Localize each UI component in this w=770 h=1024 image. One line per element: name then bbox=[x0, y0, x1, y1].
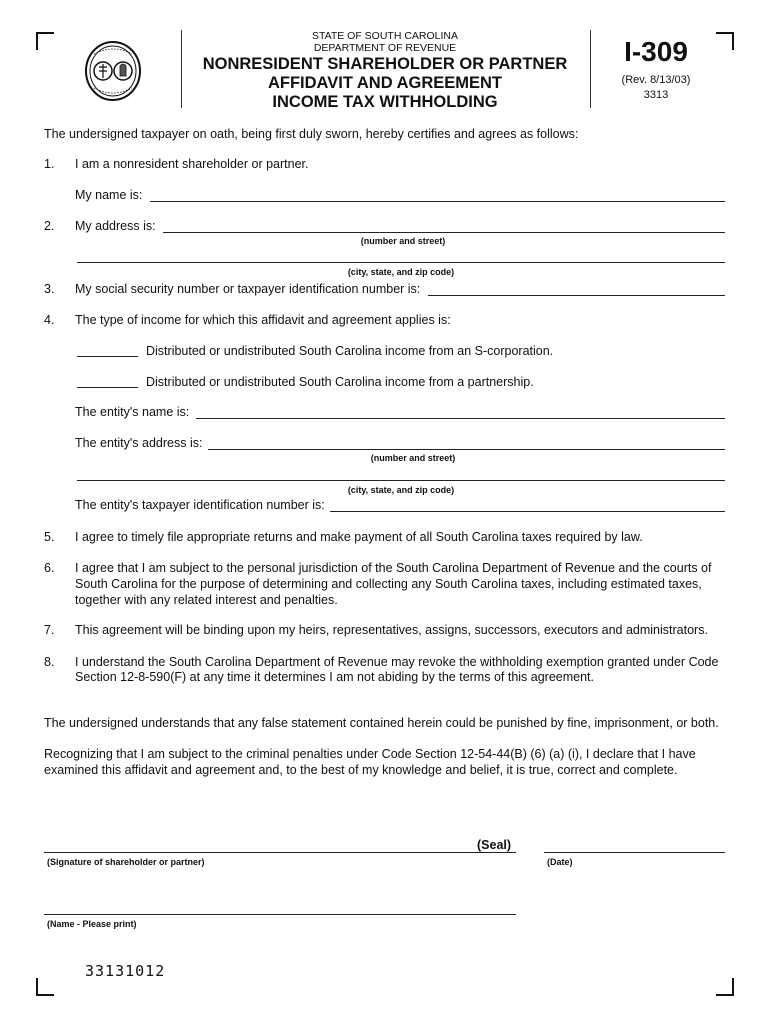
intro-text: The undersigned taxpayer on oath, being first duly sworn, hereby certifies and agrees as follows: bbox=[44, 127, 579, 141]
false-statement-text: The undersigned understands that any false statement contained herein could be punished by fine, imprisonment, or both. bbox=[44, 716, 719, 730]
item-number-8: 8. bbox=[44, 655, 55, 669]
form-title-line2: AFFIDAVIT AND AGREEMENT bbox=[267, 74, 503, 92]
item6-line2: South Carolina for the purpose of determining and collecting any South Carolina taxes, including estimated taxes, bbox=[75, 577, 702, 591]
form-id-code: 33131012 bbox=[85, 962, 166, 980]
item-number-2: 2. bbox=[44, 219, 55, 233]
address-street-caption: (number and street) bbox=[360, 236, 446, 246]
printed-name-caption: (Name - Please print) bbox=[47, 919, 137, 929]
s-corp-checkbox-line[interactable] bbox=[77, 356, 138, 357]
date-caption: (Date) bbox=[547, 857, 573, 867]
ssn-field[interactable] bbox=[428, 295, 725, 296]
form-code: 3313 bbox=[643, 89, 669, 101]
state-seal-icon bbox=[84, 40, 142, 102]
entity-tin-field[interactable] bbox=[330, 511, 725, 512]
address-city-field[interactable] bbox=[77, 262, 725, 263]
header-divider-right bbox=[590, 30, 591, 108]
item4-text: The type of income for which this affidavit and agreement applies is: bbox=[75, 313, 451, 327]
entity-tin-label: The entity's taxpayer identification number is: bbox=[75, 498, 325, 512]
name-label: My name is: bbox=[75, 188, 143, 202]
address-city-caption: (city, state, and zip code) bbox=[347, 267, 455, 277]
header-state: STATE OF SOUTH CAROLINA bbox=[311, 30, 459, 42]
item1-text: I am a nonresident shareholder or partner. bbox=[75, 157, 309, 171]
form-revision: (Rev. 8/13/03) bbox=[621, 74, 691, 86]
item5-text: I agree to timely file appropriate returns and make payment of all South Carolina taxes required by law. bbox=[75, 530, 643, 544]
item8-line2: Section 12-8-590(F) at any time it determines I am not abiding by the terms of this agreement. bbox=[75, 670, 595, 684]
address-label: My address is: bbox=[75, 219, 156, 233]
corner-mark-bottom-left bbox=[36, 978, 54, 996]
entity-address-city-field[interactable] bbox=[77, 480, 725, 481]
entity-address-label: The entity's address is: bbox=[75, 436, 203, 450]
name-field[interactable] bbox=[150, 201, 725, 202]
item7-text: This agreement will be binding upon my heirs, representatives, assigns, successors, executors and administrators. bbox=[75, 623, 708, 637]
penalty-statement-line1: Recognizing that I am subject to the criminal penalties under Code Section 12-54-44(B) (6) (a) (i), I declare that I have bbox=[44, 747, 696, 761]
partnership-option-label: Distributed or undistributed South Carolina income from a partnership. bbox=[146, 375, 534, 389]
address-street-field[interactable] bbox=[163, 232, 725, 233]
entity-address-street-field[interactable] bbox=[208, 449, 725, 450]
form-number: I-309 bbox=[624, 36, 688, 67]
item6-line1: I agree that I am subject to the personal jurisdiction of the South Carolina Department of Revenue and the courts of bbox=[75, 561, 712, 575]
item-number-1: 1. bbox=[44, 157, 55, 171]
item8-line1: I understand the South Carolina Department of Revenue may revoke the withholding exemption granted under Code bbox=[75, 655, 719, 669]
item-number-4: 4. bbox=[44, 313, 55, 327]
s-corp-option-label: Distributed or undistributed South Carolina income from an S-corporation. bbox=[146, 344, 554, 358]
date-field[interactable] bbox=[544, 852, 725, 853]
entity-name-field[interactable] bbox=[196, 418, 725, 419]
entity-name-label: The entity's name is: bbox=[75, 405, 190, 419]
partnership-checkbox-line[interactable] bbox=[77, 387, 138, 388]
form-title-line3: INCOME TAX WITHHOLDING bbox=[272, 93, 498, 111]
penalty-statement-line2: examined this affidavit and agreement and, to the best of my knowledge and belief, it is true, correct and complete. bbox=[44, 763, 678, 777]
item-number-6: 6. bbox=[44, 561, 55, 575]
header-department: DEPARTMENT OF REVENUE bbox=[313, 42, 457, 54]
item6-line3: together with any related interest and penalties. bbox=[75, 593, 338, 607]
seal-label: (Seal) bbox=[477, 838, 512, 852]
entity-address-city-caption: (city, state, and zip code) bbox=[347, 485, 455, 495]
entity-address-street-caption: (number and street) bbox=[370, 453, 456, 463]
item-number-7: 7. bbox=[44, 623, 55, 637]
corner-mark-top-left bbox=[36, 32, 54, 50]
form-title-line1: NONRESIDENT SHAREHOLDER OR PARTNER bbox=[202, 55, 568, 73]
item-number-3: 3. bbox=[44, 282, 55, 296]
corner-mark-bottom-right bbox=[716, 978, 734, 996]
signature-field[interactable] bbox=[44, 852, 516, 853]
printed-name-field[interactable] bbox=[44, 914, 516, 915]
signature-caption: (Signature of shareholder or partner) bbox=[47, 857, 205, 867]
item-number-5: 5. bbox=[44, 530, 55, 544]
ssn-label: My social security number or taxpayer identification number is: bbox=[75, 282, 421, 296]
